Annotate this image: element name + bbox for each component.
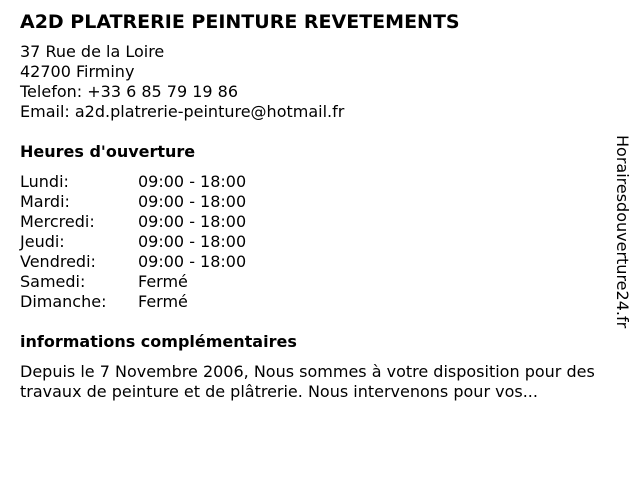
city: 42700 Firminy [20, 62, 135, 81]
info-heading: informations complémentaires [20, 332, 297, 351]
day-label: Dimanche: [20, 292, 107, 311]
address-block [20, 42, 610, 122]
email: Email: a2d.platrerie-peinture@hotmail.fr [20, 102, 345, 121]
hours-row [20, 232, 610, 252]
day-label: Mardi: [20, 192, 70, 211]
day-time: 09:00 - 18:00 [138, 172, 247, 191]
business-card [20, 10, 610, 402]
hours-row [20, 212, 610, 232]
hours-row [20, 172, 610, 192]
hours-row [20, 292, 610, 312]
day-time: 09:00 - 18:00 [138, 232, 247, 251]
hours-table [20, 172, 610, 312]
day-label: Jeudi: [20, 232, 65, 251]
hours-row [20, 272, 610, 292]
day-time: Fermé [138, 292, 188, 311]
day-time: 09:00 - 18:00 [138, 192, 247, 211]
day-label: Samedi: [20, 272, 86, 291]
site-watermark: Horairesdouverture24.fr [613, 135, 632, 329]
day-label: Vendredi: [20, 252, 96, 271]
day-label: Lundi: [20, 172, 69, 191]
business-name: A2D PLATRERIE PEINTURE REVETEMENTS [20, 11, 460, 33]
day-time: 09:00 - 18:00 [138, 252, 247, 271]
info-description: Depuis le 7 Novembre 2006, Nous sommes à votre disposition pour des travaux de peinture et de plâtrerie. Nous intervenons pour vos... [20, 362, 595, 401]
phone: Telefon: +33 6 85 79 19 86 [20, 82, 239, 101]
street-address: 37 Rue de la Loire [20, 42, 165, 61]
day-label: Mercredi: [20, 212, 95, 231]
day-time: Fermé [138, 272, 188, 291]
hours-row [20, 192, 610, 212]
hours-heading: Heures d'ouverture [20, 142, 196, 161]
day-time: 09:00 - 18:00 [138, 212, 247, 231]
hours-row [20, 252, 610, 272]
